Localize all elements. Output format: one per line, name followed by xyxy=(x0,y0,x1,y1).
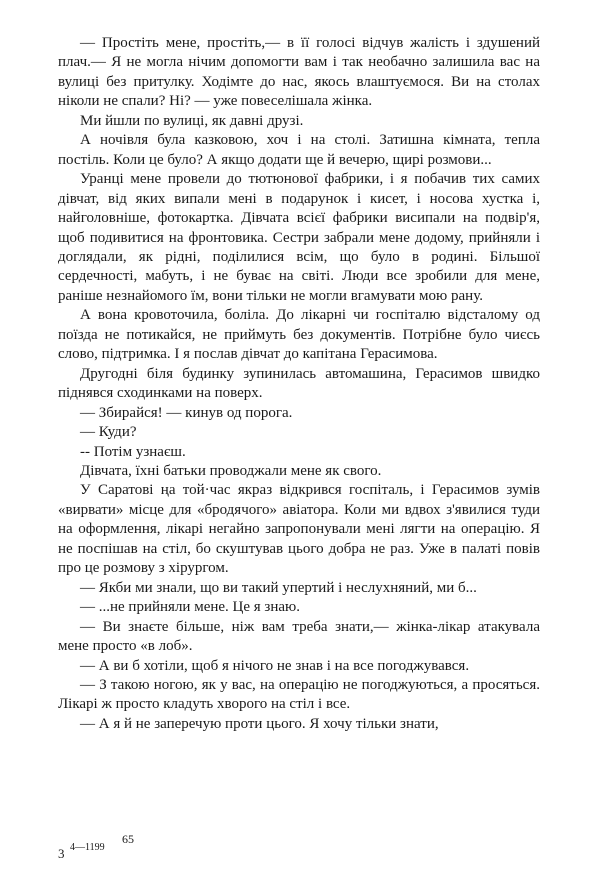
paragraph: — Збирайся! — кинув од порога. xyxy=(80,404,293,421)
paragraph: — Простіть мене, простіть,— в її голосі відчув жалість і здушений плач.— Я не могла нічим допомогти вам і так необачно залишила вас на вулиці без притулку. Ходімте до нас, якось влаштуємося. Ви на столах ніколи не спали? Ні? — уже повеселішала жінка. xyxy=(58,35,540,110)
page-text xyxy=(58,34,540,734)
paragraph: — ...не прийняли мене. Це я знаю. xyxy=(80,599,300,616)
page-footer xyxy=(58,828,258,868)
paragraph: Уранці мене провели до тютюнової фабрики, і я побачив тих самих дівчат, від яких випали мені в подарунок і кисет, і носова хустка і, найголовніше, фотокартка. Дівчата всієї фабрики висипали на подвір'я, щоб подивитися на фронтовика. Сестри забрали мене додому, прийняли і доглядали, як рідні, поділилися всім, що було в родині. Більшої сердечності, мабуть, і не буває на світі. Люди все зробили для мене, раніше незнайомого їм, вони тільки не могли вгамувати мою рану. xyxy=(58,171,540,304)
paragraph: — З такою ногою, як у вас, на операцію не погоджуються, а просяться. Лікарі ж просто кладуть хворого на стіл і все. xyxy=(58,676,540,713)
paragraph: — А я й не заперечую проти цього. Я хочу тільки знати, xyxy=(80,715,439,732)
paragraph: Другодні біля будинку зупинилась автомашина, Герасимов швидко піднявся сходинками на поверх. xyxy=(58,365,540,402)
signature-number: 3 xyxy=(58,846,65,861)
paragraph: У Саратові ңа той·час якраз відкрився госпіталь, і Герасимов зумів «вирвати» місце для «бродячого» авіатора. Коли ми вдвох з'явилися туди на оформлення, лікарі негайно запропонували мені лягти на операцію. Я не поспішав на стіл, бо скуштував цього добра не раз. Уже в палаті повів про це розмову з хірургом. xyxy=(58,482,540,577)
page-number: 65 xyxy=(122,832,134,846)
paragraph: Ми йшли по вулиці, як давні друзі. xyxy=(80,112,304,129)
paragraph: — Куди? xyxy=(80,424,137,441)
paragraph: А вона кровоточила, боліла. До лікарні чи госпіталю відсталому од поїзда не потикайся, не приймуть без документів. Потрібне було чиєсь слово, підтримка. І я послав дівчат до капітана Герасимова. xyxy=(58,307,540,363)
paragraph: -- Потім узнаєш. xyxy=(80,443,186,460)
paragraph: Дівчата, їхні батьки проводжали мене як свого. xyxy=(80,462,382,479)
paragraph: А ночівля була казковою, хоч і на столі. Затишна кімната, тепла постіль. Коли це було? А якщо додати ще й вечерю, щирі розмови... xyxy=(58,132,540,168)
paragraph: — Ви знаєте більше, ніж вам треба знати,— жінка-лікар атакувала мене просто «в лоб». xyxy=(58,618,540,655)
paragraph: — Якби ми знали, що ви такий упертий і неслухняний, ми б... xyxy=(80,579,477,596)
signature-code: 4—1199 xyxy=(70,842,105,853)
paragraph: — А ви б хотіли, щоб я нічого не знав і на все погоджувався. xyxy=(80,657,470,674)
